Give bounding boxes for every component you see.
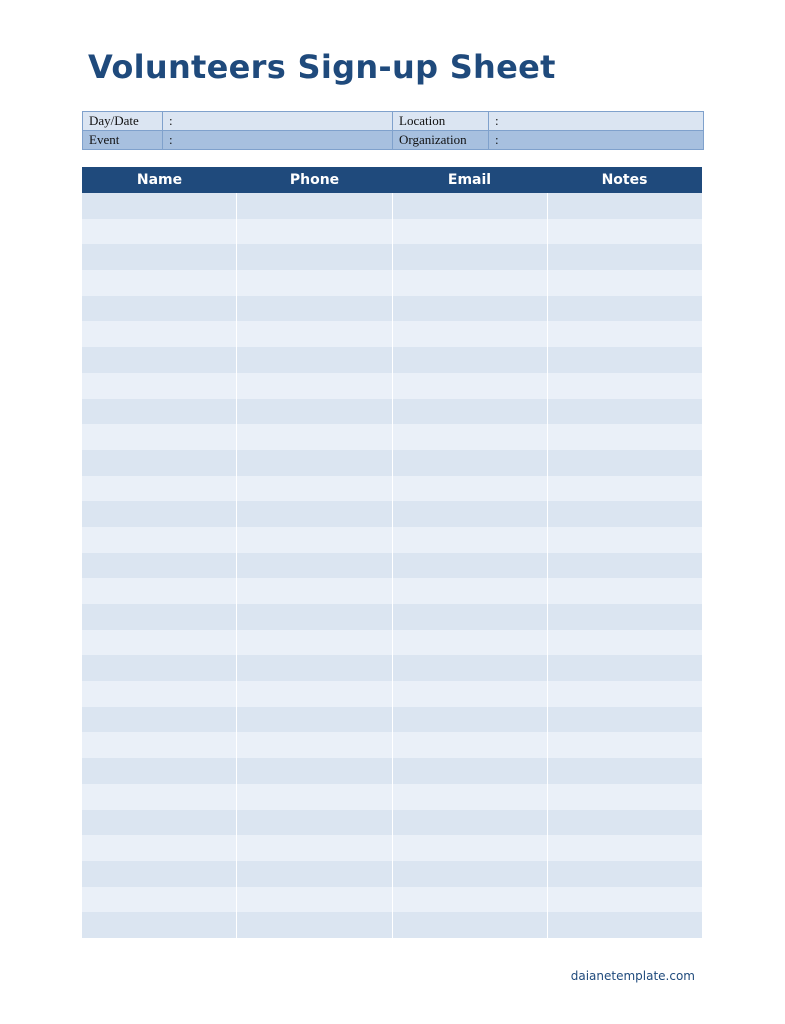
- event-info-table: [82, 111, 704, 150]
- cell-email[interactable]: [393, 527, 548, 553]
- cell-name[interactable]: [82, 578, 237, 604]
- table-row: [82, 219, 702, 245]
- table-row: [82, 655, 702, 681]
- cell-notes[interactable]: [548, 296, 702, 322]
- column-header-name: Name: [136, 172, 183, 188]
- organization-field[interactable]: :: [495, 132, 499, 147]
- cell-notes[interactable]: [548, 604, 702, 630]
- cell-phone[interactable]: [237, 244, 392, 270]
- table-row: [82, 732, 702, 758]
- cell-notes[interactable]: [548, 912, 702, 938]
- cell-email[interactable]: [393, 578, 548, 604]
- cell-email[interactable]: [393, 193, 548, 219]
- cell-notes[interactable]: [548, 887, 702, 913]
- cell-name[interactable]: [82, 655, 237, 681]
- cell-notes[interactable]: [548, 373, 702, 399]
- cell-name[interactable]: [82, 681, 237, 707]
- table-row: [82, 887, 702, 913]
- cell-notes[interactable]: [548, 193, 702, 219]
- cell-email[interactable]: [393, 347, 548, 373]
- page-title: Volunteers Sign-up Sheet: [88, 48, 556, 86]
- cell-phone[interactable]: [237, 887, 392, 913]
- cell-phone[interactable]: [237, 707, 392, 733]
- cell-phone[interactable]: [237, 681, 392, 707]
- table-row: [82, 578, 702, 604]
- cell-notes[interactable]: [548, 450, 702, 476]
- table-row: [82, 347, 702, 373]
- cell-email[interactable]: [393, 476, 548, 502]
- cell-notes[interactable]: [548, 399, 702, 425]
- cell-notes[interactable]: [548, 707, 702, 733]
- table-row: [82, 784, 702, 810]
- cell-email[interactable]: [393, 912, 548, 938]
- cell-notes[interactable]: [548, 578, 702, 604]
- table-row: [82, 810, 702, 836]
- column-header-notes: Notes: [601, 172, 648, 188]
- cell-email[interactable]: [393, 784, 548, 810]
- cell-name[interactable]: [82, 604, 237, 630]
- cell-notes[interactable]: [548, 681, 702, 707]
- table-row: [82, 321, 702, 347]
- event-label: Event: [83, 131, 163, 149]
- cell-email[interactable]: [393, 810, 548, 836]
- cell-phone[interactable]: [237, 604, 392, 630]
- table-row: [82, 270, 702, 296]
- cell-notes[interactable]: [548, 810, 702, 836]
- cell-name[interactable]: [82, 424, 237, 450]
- cell-phone[interactable]: [237, 553, 392, 579]
- cell-notes[interactable]: [548, 758, 702, 784]
- table-row: [82, 912, 702, 938]
- cell-email[interactable]: [393, 732, 548, 758]
- cell-phone[interactable]: [237, 321, 392, 347]
- cell-name[interactable]: [82, 527, 237, 553]
- table-row: [82, 553, 702, 579]
- cell-notes[interactable]: [548, 321, 702, 347]
- table-row: [82, 296, 702, 322]
- cell-email[interactable]: [393, 681, 548, 707]
- table-row: [82, 399, 702, 425]
- table-row: [82, 835, 702, 861]
- cell-notes[interactable]: [548, 732, 702, 758]
- cell-name[interactable]: [82, 219, 237, 245]
- cell-email[interactable]: [393, 758, 548, 784]
- cell-phone[interactable]: [237, 835, 392, 861]
- cell-name[interactable]: [82, 887, 237, 913]
- roster-body: [82, 193, 702, 938]
- cell-email[interactable]: [393, 321, 548, 347]
- cell-name[interactable]: [82, 707, 237, 733]
- day-date-field[interactable]: :: [163, 112, 393, 130]
- cell-email[interactable]: [393, 501, 548, 527]
- cell-name[interactable]: [82, 912, 237, 938]
- column-header-email: Email: [447, 172, 492, 188]
- footer-website: daianetemplate.com: [570, 969, 695, 983]
- table-row: [82, 681, 702, 707]
- info-row-event-organization: [83, 130, 703, 149]
- cell-email[interactable]: [393, 553, 548, 579]
- cell-notes[interactable]: [548, 476, 702, 502]
- cell-email[interactable]: [393, 219, 548, 245]
- day-date-label: Day/Date: [83, 112, 163, 130]
- cell-email[interactable]: [393, 655, 548, 681]
- cell-phone[interactable]: [237, 578, 392, 604]
- cell-phone[interactable]: [237, 373, 392, 399]
- location-field[interactable]: :: [495, 113, 499, 128]
- cell-name[interactable]: [82, 270, 237, 296]
- table-row: [82, 501, 702, 527]
- table-row: [82, 424, 702, 450]
- cell-name[interactable]: [82, 758, 237, 784]
- cell-phone[interactable]: [237, 527, 392, 553]
- cell-notes[interactable]: [548, 835, 702, 861]
- cell-name[interactable]: [82, 784, 237, 810]
- table-row: [82, 758, 702, 784]
- location-label: Location: [393, 112, 489, 130]
- cell-notes[interactable]: [548, 784, 702, 810]
- cell-notes[interactable]: [548, 553, 702, 579]
- cell-phone[interactable]: [237, 861, 392, 887]
- cell-notes[interactable]: [548, 861, 702, 887]
- cell-email[interactable]: [393, 707, 548, 733]
- info-row-date-location: [83, 112, 703, 130]
- cell-phone[interactable]: [237, 501, 392, 527]
- cell-notes[interactable]: [548, 424, 702, 450]
- table-row: [82, 193, 702, 219]
- table-row: [82, 450, 702, 476]
- cell-email[interactable]: [393, 450, 548, 476]
- table-row: [82, 630, 702, 656]
- cell-notes[interactable]: [548, 630, 702, 656]
- cell-email[interactable]: [393, 887, 548, 913]
- cell-email[interactable]: [393, 244, 548, 270]
- cell-name[interactable]: [82, 835, 237, 861]
- cell-name[interactable]: [82, 476, 237, 502]
- cell-notes[interactable]: [548, 527, 702, 553]
- cell-phone[interactable]: [237, 193, 392, 219]
- cell-name[interactable]: [82, 399, 237, 425]
- cell-phone[interactable]: [237, 810, 392, 836]
- table-row: [82, 244, 702, 270]
- table-row: [82, 707, 702, 733]
- cell-notes[interactable]: [548, 244, 702, 270]
- cell-phone[interactable]: [237, 784, 392, 810]
- roster-header: [82, 167, 702, 193]
- cell-notes[interactable]: [548, 219, 702, 245]
- cell-name[interactable]: [82, 861, 237, 887]
- cell-name[interactable]: [82, 630, 237, 656]
- cell-email[interactable]: [393, 604, 548, 630]
- cell-phone[interactable]: [237, 476, 392, 502]
- cell-email[interactable]: [393, 835, 548, 861]
- organization-label: Organization: [393, 131, 489, 149]
- event-field[interactable]: :: [163, 131, 393, 149]
- column-header-phone: Phone: [289, 172, 340, 188]
- table-row: [82, 373, 702, 399]
- cell-email[interactable]: [393, 630, 548, 656]
- cell-email[interactable]: [393, 861, 548, 887]
- cell-phone[interactable]: [237, 424, 392, 450]
- cell-name[interactable]: [82, 321, 237, 347]
- cell-phone[interactable]: [237, 219, 392, 245]
- table-row: [82, 861, 702, 887]
- cell-notes[interactable]: [548, 270, 702, 296]
- cell-phone[interactable]: [237, 758, 392, 784]
- cell-phone[interactable]: [237, 630, 392, 656]
- cell-email[interactable]: [393, 424, 548, 450]
- cell-phone[interactable]: [237, 912, 392, 938]
- cell-phone[interactable]: [237, 732, 392, 758]
- cell-name[interactable]: [82, 810, 237, 836]
- cell-phone[interactable]: [237, 450, 392, 476]
- cell-phone[interactable]: [237, 655, 392, 681]
- cell-name[interactable]: [82, 193, 237, 219]
- table-row: [82, 476, 702, 502]
- cell-email[interactable]: [393, 399, 548, 425]
- cell-name[interactable]: [82, 347, 237, 373]
- cell-email[interactable]: [393, 296, 548, 322]
- volunteer-roster-table: [82, 167, 702, 938]
- cell-name[interactable]: [82, 296, 237, 322]
- cell-notes[interactable]: [548, 501, 702, 527]
- cell-name[interactable]: [82, 553, 237, 579]
- cell-phone[interactable]: [237, 296, 392, 322]
- cell-phone[interactable]: [237, 270, 392, 296]
- cell-name[interactable]: [82, 373, 237, 399]
- cell-email[interactable]: [393, 373, 548, 399]
- cell-notes[interactable]: [548, 347, 702, 373]
- cell-name[interactable]: [82, 732, 237, 758]
- cell-email[interactable]: [393, 270, 548, 296]
- cell-name[interactable]: [82, 501, 237, 527]
- cell-name[interactable]: [82, 244, 237, 270]
- cell-notes[interactable]: [548, 655, 702, 681]
- cell-name[interactable]: [82, 450, 237, 476]
- table-row: [82, 527, 702, 553]
- cell-phone[interactable]: [237, 399, 392, 425]
- table-row: [82, 604, 702, 630]
- cell-phone[interactable]: [237, 347, 392, 373]
